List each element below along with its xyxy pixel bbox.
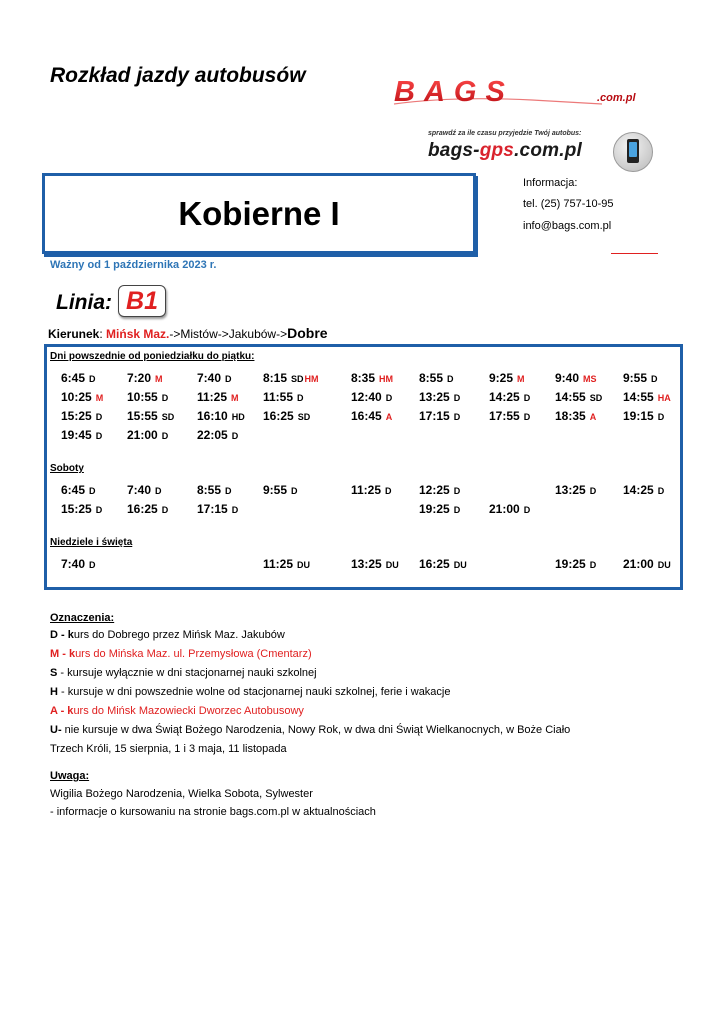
legend-text: urs do Dobrego przez Mińsk Maz. Jakubów <box>73 629 285 641</box>
departure-weekdays <box>127 407 174 425</box>
departure-time: 14:55 <box>555 390 586 404</box>
departure-sundays <box>555 555 596 573</box>
departure-code: D <box>231 431 239 441</box>
departure-time: 9:55 <box>263 483 288 497</box>
legend-item-u <box>50 724 570 736</box>
phone-icon <box>613 132 653 172</box>
departure-time: 15:25 <box>61 409 92 423</box>
departure-code: D <box>89 374 96 384</box>
departure-code: MS <box>583 374 597 384</box>
line-number: B1 <box>126 287 158 315</box>
legend-title: Oznaczenia: <box>50 612 115 624</box>
departure-code: D <box>589 486 597 496</box>
legend-key: A - k <box>50 705 74 717</box>
departure-time: 13:25 <box>351 557 382 571</box>
departure-code: DU <box>297 560 311 570</box>
departure-code: M <box>95 393 104 403</box>
departure-saturdays <box>127 500 168 518</box>
departure-code: SD <box>589 393 603 403</box>
departure-saturdays <box>351 481 392 499</box>
departure-code: D <box>523 393 531 403</box>
departure-weekdays <box>61 369 96 387</box>
departure-weekdays <box>263 388 304 406</box>
departure-weekdays <box>623 369 658 387</box>
departure-code: D <box>385 393 393 403</box>
departure-weekdays <box>419 407 460 425</box>
departure-weekdays <box>489 388 530 406</box>
info-phone: tel. (25) 757-10-95 <box>523 198 614 210</box>
departure-time: 21:00 <box>623 557 654 571</box>
departure-saturdays <box>489 500 530 518</box>
legend-continuation: Trzech Króli, 15 sierpnia, 1 i 3 maja, 11 listopada <box>50 743 287 755</box>
legend-text: nie kursuje w dwa Świąt Bożego Narodzenia, Nowy Rok, w dwa dni Świąt Wielkanocnych, w Boże Ciało <box>61 724 571 736</box>
departure-code: SD <box>297 412 311 422</box>
departure-time: 8:55 <box>197 483 222 497</box>
departure-saturdays <box>197 500 238 518</box>
departure-code: M <box>517 374 525 384</box>
departure-time: 16:25 <box>263 409 294 423</box>
gps-logo-part-a: bags- <box>428 140 480 161</box>
departure-weekdays <box>127 388 168 406</box>
departure-time: 21:00 <box>127 428 158 442</box>
departure-code: D <box>95 505 103 515</box>
direction-via: ->Mistów->Jakubów-> <box>169 327 288 341</box>
departure-code-extra: HM <box>304 374 319 384</box>
departure-code: D <box>523 505 531 515</box>
departure-code: D <box>161 505 169 515</box>
logo-text: BAGS <box>394 76 514 108</box>
legend-key: U- <box>50 724 62 736</box>
departure-time: 16:10 <box>197 409 228 423</box>
departure-time: 22:05 <box>197 428 228 442</box>
departure-code: D <box>89 560 96 570</box>
departure-weekdays <box>555 407 596 425</box>
departure-weekdays <box>197 369 232 387</box>
departure-time: 14:25 <box>489 390 520 404</box>
direction-colon: : <box>99 327 107 341</box>
legend-text: - kursuje wyłącznie w dni stacjonarnej nauki szkolnej <box>57 667 317 679</box>
departure-time: 12:40 <box>351 390 382 404</box>
line-badge <box>118 285 166 317</box>
line-label: Linia: <box>56 291 112 314</box>
departure-time: 10:25 <box>61 390 92 404</box>
departure-code: HA <box>657 393 671 403</box>
sundays-title: Niedziele i święta <box>50 537 133 548</box>
notes-title: Uwaga: <box>50 770 90 782</box>
departure-weekdays <box>419 388 460 406</box>
bags-logo <box>392 74 662 108</box>
departure-weekdays <box>351 388 392 406</box>
departure-time: 7:40 <box>61 557 86 571</box>
departure-weekdays <box>61 388 103 406</box>
departure-code: D <box>225 486 232 496</box>
departure-code: D <box>231 505 239 515</box>
departure-saturdays <box>197 481 232 499</box>
departure-code: M <box>231 393 239 403</box>
departure-time: 7:40 <box>127 483 152 497</box>
departure-time: 8:35 <box>351 371 376 385</box>
departure-saturdays <box>555 481 596 499</box>
gps-logo <box>428 140 582 162</box>
departure-saturdays <box>419 500 460 518</box>
departure-code: D <box>95 431 103 441</box>
departure-code: D <box>385 486 392 496</box>
departure-code: D <box>161 431 169 441</box>
departure-code: D <box>447 374 454 384</box>
page-title: Rozkład jazdy autobusów <box>50 64 306 87</box>
departure-code: SD <box>291 374 304 384</box>
departure-time: 14:55 <box>623 390 654 404</box>
departure-time: 16:25 <box>127 502 158 516</box>
departure-saturdays <box>263 481 298 499</box>
departure-weekdays <box>127 369 163 387</box>
departure-weekdays <box>555 388 602 406</box>
departure-sundays <box>263 555 310 573</box>
notes-line-1: Wigilia Bożego Narodzenia, Wielka Sobota, Sylwester <box>50 788 313 800</box>
departure-code: HD <box>231 412 245 422</box>
departure-weekdays <box>61 426 102 444</box>
departure-code: D <box>657 486 665 496</box>
departure-code: D <box>95 412 103 422</box>
legend-key: D - k <box>50 629 74 641</box>
departure-saturdays <box>61 481 96 499</box>
departure-code: D <box>225 374 232 384</box>
departure-time: 9:25 <box>489 371 514 385</box>
departure-code: D <box>589 560 597 570</box>
departure-time: 11:25 <box>351 483 382 497</box>
gps-logo-part-c: .com.pl <box>514 140 582 161</box>
notes-line-2: - informacje o kursowaniu na stronie bags.com.pl w aktualnościach <box>50 806 376 818</box>
departure-time: 17:15 <box>419 409 450 423</box>
departure-weekdays <box>351 369 393 387</box>
departure-time: 15:25 <box>61 502 92 516</box>
departure-code: D <box>291 486 298 496</box>
departure-time: 8:15 <box>263 371 288 385</box>
departure-code: M <box>155 374 163 384</box>
departure-weekdays <box>263 407 310 425</box>
departure-saturdays <box>61 500 102 518</box>
departure-weekdays <box>197 388 239 406</box>
departure-time: 13:25 <box>555 483 586 497</box>
gps-logo-part-b: gps <box>479 140 515 161</box>
valid-from: Ważny od 1 października 2023 r. <box>50 259 217 271</box>
departure-code: D <box>453 505 461 515</box>
departure-time: 17:55 <box>489 409 520 423</box>
departure-sundays <box>351 555 399 573</box>
departure-time: 19:45 <box>61 428 92 442</box>
departure-weekdays <box>419 369 454 387</box>
departure-time: 16:25 <box>419 557 450 571</box>
departure-weekdays <box>263 369 319 387</box>
departure-weekdays <box>555 369 597 387</box>
legend-item-s <box>50 667 317 679</box>
departure-time: 15:55 <box>127 409 158 423</box>
departure-time: 8:55 <box>419 371 444 385</box>
departure-time: 11:25 <box>263 557 294 571</box>
gps-prompt: sprawdź za ile czasu przyjedzie Twój autobus: <box>428 130 582 137</box>
departure-sundays <box>61 555 96 573</box>
direction <box>48 325 328 341</box>
departure-code: DU <box>453 560 467 570</box>
departure-code: SD <box>161 412 175 422</box>
departure-weekdays <box>127 426 168 444</box>
departure-time: 19:15 <box>623 409 654 423</box>
direction-to: Dobre <box>287 325 328 341</box>
stop-name-box <box>42 173 476 254</box>
info-email: info@bags.com.pl <box>523 220 612 232</box>
departure-time: 16:45 <box>351 409 382 423</box>
departure-code: D <box>453 412 461 422</box>
departure-time: 9:40 <box>555 371 580 385</box>
departure-weekdays <box>197 407 245 425</box>
legend-key: H <box>50 686 58 698</box>
legend-key: S <box>50 667 58 679</box>
departure-code: A <box>385 412 393 422</box>
departure-code: D <box>523 412 531 422</box>
divider-line <box>611 253 658 254</box>
timetable <box>44 344 683 590</box>
departure-weekdays <box>197 426 238 444</box>
departure-time: 6:45 <box>61 371 86 385</box>
departure-code: D <box>155 486 162 496</box>
stop-name: Kobierne I <box>178 195 340 232</box>
departure-code: A <box>589 412 597 422</box>
departure-time: 6:45 <box>61 483 86 497</box>
legend-item-d <box>50 629 285 641</box>
departure-time: 11:55 <box>263 390 294 404</box>
departure-time: 14:25 <box>623 483 654 497</box>
departure-time: 9:55 <box>623 371 648 385</box>
departure-sundays <box>419 555 467 573</box>
departure-code: D <box>651 374 658 384</box>
departure-code: D <box>657 412 665 422</box>
departure-weekdays <box>351 407 392 425</box>
legend-item-a <box>50 705 304 717</box>
legend-item-m <box>50 648 312 660</box>
legend-key: M - k <box>50 648 76 660</box>
departure-time: 21:00 <box>489 502 520 516</box>
departure-code: D <box>453 486 461 496</box>
legend-text: urs do Mińsk Mazowiecki Dworzec Autobusowy <box>73 705 304 717</box>
departure-weekdays <box>61 407 102 425</box>
logo-suffix: .com.pl <box>597 92 636 104</box>
departure-sundays <box>623 555 671 573</box>
departure-code: D <box>161 393 169 403</box>
departure-code: D <box>89 486 96 496</box>
departure-time: 13:25 <box>419 390 450 404</box>
departure-code: D <box>453 393 461 403</box>
departure-time: 17:15 <box>197 502 228 516</box>
departure-code: HM <box>379 374 394 384</box>
departure-time: 11:25 <box>197 390 228 404</box>
departure-time: 7:40 <box>197 371 222 385</box>
legend-text: - kursuje w dni powszednie wolne od stacjonarnej nauki szkolnej, ferie i wakacje <box>57 686 451 698</box>
departure-time: 19:25 <box>419 502 450 516</box>
departure-time: 18:35 <box>555 409 586 423</box>
departure-code: D <box>297 393 304 403</box>
departure-time: 19:25 <box>555 557 586 571</box>
departure-code: DU <box>385 560 399 570</box>
departure-code: DU <box>657 560 671 570</box>
legend-item-h <box>50 686 451 698</box>
direction-label: Kierunek <box>48 327 100 341</box>
saturdays-title: Soboty <box>50 463 84 474</box>
departure-weekdays <box>489 369 525 387</box>
direction-from: Mińsk Maz. <box>106 327 170 341</box>
legend-text: urs do Mińska Maz. ul. Przemysłowa (Cmentarz) <box>75 648 312 660</box>
departure-time: 12:25 <box>419 483 450 497</box>
departure-weekdays <box>623 407 664 425</box>
departure-saturdays <box>127 481 162 499</box>
weekdays-title: Dni powszednie od poniedziałku do piątku: <box>50 351 255 362</box>
departure-weekdays <box>489 407 530 425</box>
departure-saturdays <box>419 481 460 499</box>
departure-weekdays <box>623 388 671 406</box>
departure-time: 7:20 <box>127 371 152 385</box>
departure-saturdays <box>623 481 664 499</box>
departure-time: 10:55 <box>127 390 158 404</box>
info-label: Informacja: <box>523 177 578 189</box>
